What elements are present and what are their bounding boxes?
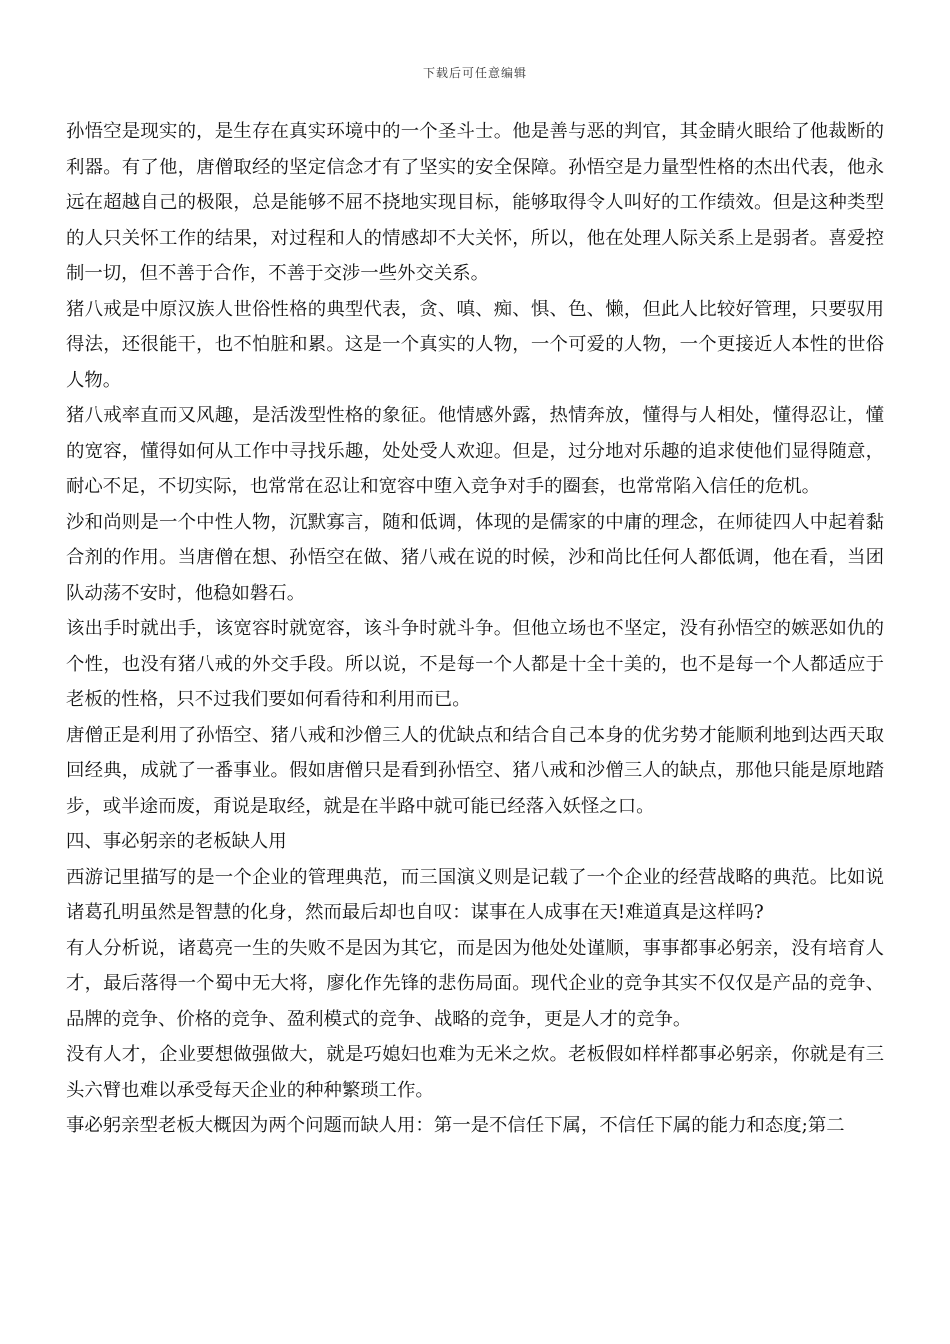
paragraph-tang-seng: 唐僧正是利用了孙悟空、猪八戒和沙僧三人的优缺点和结合自己本身的优劣势才能顺利地到达西天取回经典，成就了一番事业。假如唐僧只是看到孙悟空、猪八戒和沙僧三人的缺点，那他只能是原地踏步，或半途而废，甭说是取经，就是在半路中就可能已经落入妖怪之口。 (66, 724, 884, 817)
paragraph-sha-heshang-traits: 该出手时就出手，该宽容时就宽容，该斗争时就斗争。但他立场也不坚定，没有孙悟空的嫉恶如仇的个性，也没有猪八戒的外交手段。所以说，不是每一个人都是十全十美的，也不是每一个人都适应于老板的性格，只不过我们要如何看待和利用而已。 (66, 618, 884, 710)
document-body (66, 114, 884, 1144)
paragraph-zhuge-kongming: 西游记里描写的是一个企业的管理典范，而三国演义则是记载了一个企业的经营战略的典范。比如说诸葛孔明虽然是智慧的化身，然而最后却也自叹：谋事在人成事在天!难道真是这样吗? (66, 866, 884, 923)
paragraph-zhu-bajie-traits: 猪八戒率直而又风趣，是活泼型性格的象征。他情感外露，热情奔放，懂得与人相处，懂得忍让，懂的宽容，懂得如何从工作中寻找乐趣，处处受人欢迎。但是，过分地对乐趣的追求使他们显得随意，耐心不足，不切实际，也常常在忍让和宽容中堕入竞争对手的圈套，也常常陷入信任的危机。 (66, 405, 884, 497)
paragraph-talent: 没有人才，企业要想做强做大，就是巧媳妇也难为无米之炊。老板假如样样都事必躬亲，你就是有三头六臂也难以承受每天企业的种种繁琐工作。 (66, 1044, 884, 1101)
page-header-note: 下载后可任意编辑 (422, 66, 527, 80)
paragraph-zhu-bajie-intro: 猪八戒是中原汉族人世俗性格的典型代表，贪、嗔、痴、惧、色、懒，但此人比较好管理，只要驭用得法，还很能干，也不怕脏和累。这是一个真实的人物，一个可爱的人物，一个更接近人本性的世俗人物。 (66, 298, 884, 391)
paragraph-zhuge-analysis: 有人分析说，诸葛亮一生的失败不是因为其它，而是因为他处处谨顺，事事都事必躬亲，没有培育人才，最后落得一个蜀中无大将，廖化作先锋的悲伤局面。现代企业的竞争其实不仅仅是产品的竞争、品牌的竞争、价格的竞争、盈利模式的竞争、战略的竞争，更是人才的竞争。 (66, 937, 884, 1030)
paragraph-micromanager: 事必躬亲型老板大概因为两个问题而缺人用：第一是不信任下属，不信任下属的能力和态度;第二 (66, 1115, 845, 1136)
paragraph-sha-heshang: 沙和尚则是一个中性人物，沉默寡言，随和低调，体现的是儒家的中庸的理念，在师徒四人中起着黏合剂的作用。当唐僧在想、孙悟空在做、猪八戒在说的时候，沙和尚比任何人都低调，他在看，当团队动荡不安时，他稳如磐石。 (66, 511, 884, 604)
section-heading: 四、事必躬亲的老板缺人用 (66, 831, 287, 852)
paragraph-sun-wukong: 孙悟空是现实的，是生存在真实环境中的一个圣斗士。他是善与恶的判官，其金睛火眼给了他裁断的利器。有了他，唐僧取经的坚定信念才有了坚实的安全保障。孙悟空是力量型性格的杰出代表，他永远在超越自己的极限，总是能够不屈不挠地实现目标，能够取得令人叫好的工作绩效。但是这种类型的人只关怀工作的结果，对过程和人的情感却不大关怀，所以，他在处理人际关系上是弱者。喜爱控制一切，但不善于合作，不善于交涉一些外交关系。 (66, 121, 884, 284)
